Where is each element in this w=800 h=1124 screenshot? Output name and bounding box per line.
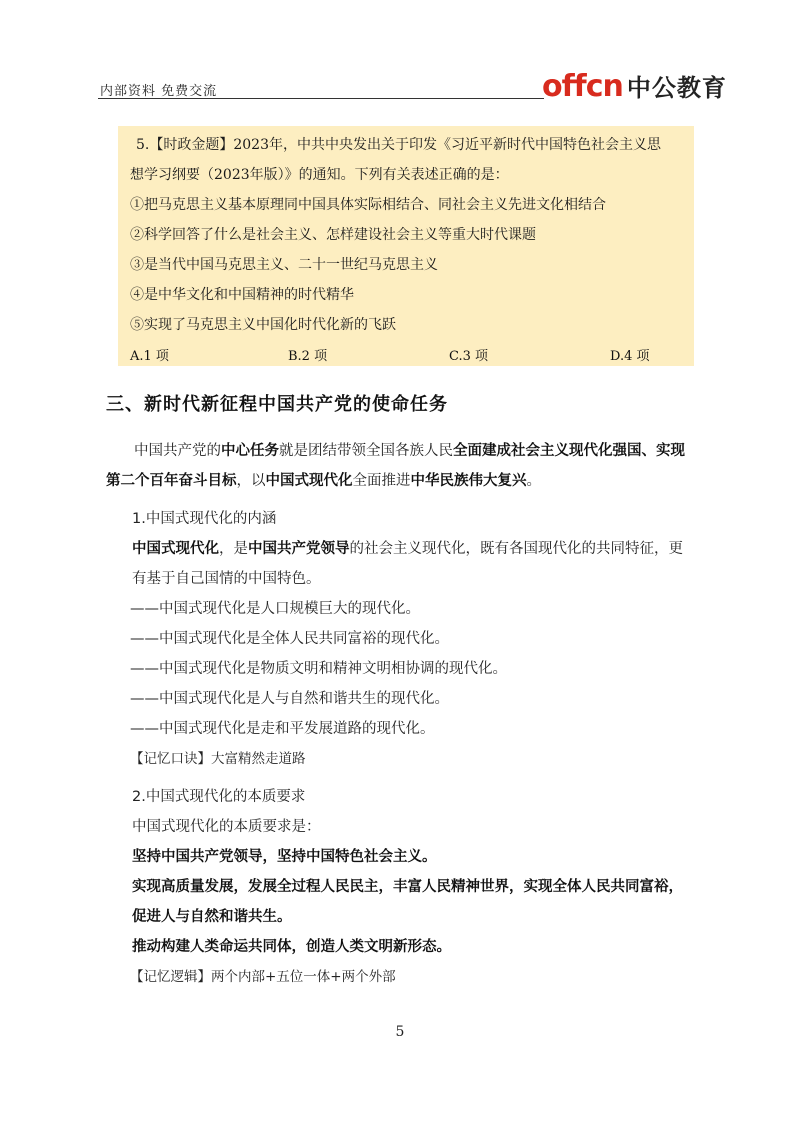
intro-bold: 全面建成社会主义现代化强国、实现第二个百年奋斗目标	[106, 443, 685, 489]
intro-bold: 中心任务	[221, 443, 279, 459]
definition-text: 的社会主义现代化，既有各国现代化的共同特征，更有基于自己国情的中国特色。	[132, 541, 683, 587]
definition-paragraph	[106, 534, 696, 594]
dash-item: ——中国式现代化是走和平发展道路的现代化。	[130, 721, 435, 737]
definition-text: ，是	[219, 541, 248, 557]
requirement-item	[106, 932, 696, 962]
intro-text: 就是团结带领全国各族人民	[279, 443, 453, 459]
definition-bold: 中国共产党领导	[248, 541, 350, 557]
requirement-item	[106, 842, 696, 872]
intro-bold: 中华民族伟大复兴	[410, 473, 527, 489]
quiz-item: ①把马克思主义基本原理同中国具体实际相结合、同社会主义先进文化相结合	[130, 197, 606, 213]
answer-option-a: A.1 项	[130, 349, 169, 364]
quiz-item: ⑤实现了马克思主义中国化时代化新的飞跃	[130, 317, 396, 333]
intro-text: 。	[526, 473, 541, 489]
header-divider	[98, 98, 544, 99]
memory-tip: 【记忆口诀】大富精然走道路	[130, 751, 306, 767]
requirement-item	[106, 872, 696, 932]
requirement-text: 实现高质量发展，发展全过程人民民主，丰富人民精神世界，实现全体人民共同富裕，促进人与自然和谐共生。	[132, 879, 683, 925]
header-left-text: 内部资料 免费交流	[100, 84, 218, 99]
quiz-question-line1: 5.【时政金题】2023年，中共中央发出关于印发《习近平新时代中国特色社会主义思	[136, 137, 661, 153]
offcn-logo	[542, 64, 727, 104]
answer-option-d: D.4 项	[610, 349, 650, 364]
dash-item: ——中国式现代化是全体人民共同富裕的现代化。	[130, 631, 449, 647]
requirements-lead: 中国式现代化的本质要求是：	[132, 819, 321, 835]
logo-chinese: 中公教育	[626, 74, 727, 102]
quiz-answers	[130, 342, 682, 372]
subsection-title: 2.中国式现代化的本质要求	[132, 789, 306, 805]
dash-item: ——中国式现代化是人口规模巨大的现代化。	[130, 601, 420, 617]
intro-text: 全面推进	[352, 473, 411, 489]
memory-logic: 【记忆逻辑】两个内部+五位一体+两个外部	[130, 969, 396, 985]
main-content	[106, 436, 696, 992]
section-title: 三、新时代新征程中国共产党的使命任务	[106, 394, 448, 415]
intro-bold: 中国式现代化	[265, 473, 353, 489]
quiz-box	[118, 126, 694, 366]
subsection-title: 1.中国式现代化的内涵	[132, 511, 277, 527]
quiz-item: ②科学回答了什么是社会主义、怎样建设社会主义等重大时代课题	[130, 227, 536, 243]
intro-paragraph	[106, 436, 696, 496]
requirement-text: 坚持中国共产党领导，坚持中国特色社会主义。	[132, 849, 437, 865]
intro-text: ，以	[236, 473, 266, 489]
answer-option-b: B.2 项	[288, 349, 328, 364]
intro-text: 中国共产党的	[134, 443, 221, 459]
quiz-question-line2: 想学习纲要（2023年版）》的通知。下列有关表述正确的是：	[130, 167, 509, 183]
answer-option-c: C.3 项	[449, 349, 489, 364]
definition-bold: 中国式现代化	[132, 541, 219, 557]
dash-item: ——中国式现代化是物质文明和精神文明相协调的现代化。	[130, 661, 507, 677]
page-number: 5	[395, 1024, 405, 1040]
logo-english: offcn	[542, 69, 623, 104]
quiz-item: ③是当代中国马克思主义、二十一世纪马克思主义	[130, 257, 438, 273]
quiz-item: ④是中华文化和中国精神的时代精华	[130, 287, 354, 303]
dash-item: ——中国式现代化是人与自然和谐共生的现代化。	[130, 691, 449, 707]
requirement-text: 推动构建人类命运共同体，创造人类文明新形态。	[132, 939, 451, 955]
